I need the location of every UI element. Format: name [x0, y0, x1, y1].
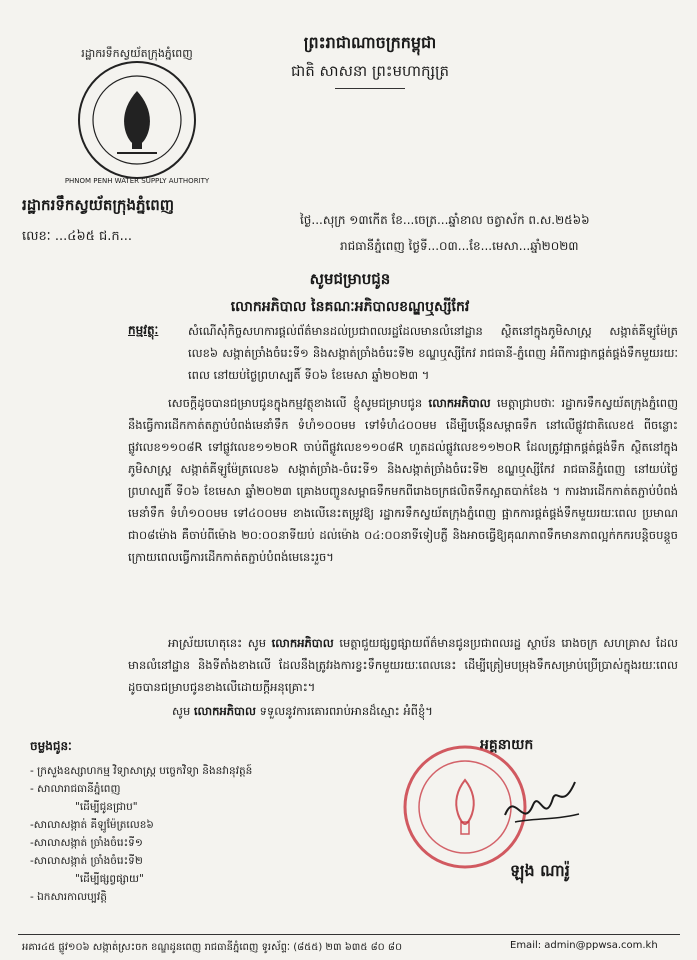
- closing-after: ទទួលនូវការគោរពរាប់អានដ៏ស្មោះ អំពីខ្ញុំ។: [259, 704, 433, 718]
- p2-text-after: មេត្តាជួយផ្សព្វផ្សាយព័ត៌មានជូនប្រជាពលរដ្ឋ ស្ថាប័ន រោងចក្រ សហគ្រាស ដែលមានលំនៅដ្ឋាន និងទីតាំងខាងលើ ដែលនឹងត្រូវរងការខ្វះទឹកមួយរយៈពេលនេះ ដើម្បីត្រៀមបម្រុងទឹកសម្រាប់ប្រើប្រាស់ក្នុងរយៈពេលដូចបានជម្រាបជូនខាងលើដោយក្តីអនុគ្រោះ។: [128, 636, 679, 694]
- p1-text-after: មេត្តាជ្រាបថាៈ រដ្ឋាករទឹកស្វយ័តក្រុងភ្នំពេញ នឹងធ្វើការដើកកាត់តភ្ជាប់បំពង់មេនាំទឹក ទំហំ១០០មម ទៅទំហំ៤០០មម ដើម្បីបង្កើនសម្ពាធទឹក នៅលើផ្លូវជាតិលេខ៥ ពីចន្លោះផ្លូវលេខ១១០៨R ទៅផ្លូវលេខ១១២០R ចាប់ពីផ្លូវលេខ១១០៨R ហួតដល់ផ្លូវលេខ១១២០R ដែលត្រូវផ្អាកផ្គត់ផ្គង់ទឹក ស្ថិតនៅក្នុងភូមិសាស្ត្រ សង្កាត់គីឡូម៉ែត្រលេខ៦ សង្កាត់ច្រាំង-ចំរេះទី១ និងសង្កាត់ច្រាំងចំរេះទី២ ខណ្ឌឬស្សីកែវ រាជធានីភ្នំពេញ នៅយប់ថ្ងៃព្រហស្បតិ៍ ទី០៦ ខែមេសា ឆ្នាំ២០២៣ គ្រោងបញ្ចូនសម្ពាធទឹកមកពីរោងចក្រផលិតទឹកស្អាតបាក់ខែង ។ ការងារដើកកាត់តភ្ជាប់បំពង់មេនាំទឹក ទំហំ១០០មម ទៅ៤០០មម ខាងលើនេះតម្រូវឱ្យ រដ្ឋាករទឹកស្វយ័តក្រុងភ្នំពេញ ផ្អាកការផ្គត់ផ្គង់ទឹកមួយរយៈពេល ប្រមាណជា០៨ម៉ោង គឺចាប់ពីម៉ោង ២០:០០នាទីយប់ ដល់ម៉ោង ០៤:០០នាទីទៀបភ្លឺ និងអាចធ្វើឱ្យគុណភាពទឹកមានភាពល្អក់កករបន្តិចបន្តួចក្រោយពេលធ្វើការដើកកាត់តភ្ជាប់បំពង់មេនេះរួច។: [128, 396, 679, 564]
- copy-item: - ក្រសួងឧស្សាហកម្ម វិទ្យាសាស្ត្រ បច្ចេកវិទ្យា និងនវានុវត្តន៍: [30, 765, 253, 777]
- addressee-name: លោកអភិបាល នៃគណៈអភិបាលខណ្ឌឬស្សីកែវ: [230, 299, 470, 315]
- copy-item: "ដើម្បីជូនជ្រាប": [75, 801, 138, 813]
- handwritten-signature: [495, 770, 585, 840]
- logo-text-top: រដ្ឋាករទឹកស្វយ័តក្រុងភ្នំពេញ: [81, 47, 193, 60]
- p1-text-before: សេចក្តីដូចបានជម្រាបជូនក្នុងកម្មវត្ថុខាងលើ ខ្ញុំសូមជម្រាបជូន: [168, 396, 423, 410]
- footer-divider: [18, 934, 680, 935]
- copy-item: - ឯកសារកាលប្បវត្តិ: [30, 891, 107, 903]
- handwritten-signature-icon: [495, 770, 585, 840]
- subject-label: កម្មវត្ថុៈ: [128, 323, 159, 337]
- addressee-salutation: សូមជម្រាបជូន: [309, 270, 391, 288]
- signatory-title: អគ្គនាយក: [480, 737, 534, 753]
- copy-item: -សាលាសង្កាត់ គីឡូម៉ែត្រលេខ៦: [30, 819, 154, 831]
- closing-before: សូម: [172, 704, 191, 718]
- body-paragraph-2: [128, 632, 678, 698]
- ppwsa-logo: [62, 45, 212, 195]
- copy-item: -សាលាសង្កាត់ ច្រាំងចំរេះទី២: [30, 855, 143, 867]
- body-paragraph-1: [128, 392, 678, 568]
- footer-address: អគារ៤៥ ផ្លូវ១០៦ សង្កាត់ស្រះចក ខណ្ឌដូនពេញ រាជធានីភ្នំពេញ ទូរស័ព្ទៈ (៨៥៥) ២៣ ៦៣៥ ៨០ ៨០: [22, 942, 403, 953]
- closing-line: [172, 700, 672, 722]
- ppwsa-emblem-logo-icon: [62, 45, 212, 195]
- lunar-date: ថ្ងៃ...សុក្រ ១៣កើត ខែ...ចេត្រ...ឆ្នាំខាល ចត្វាស័ក ព.ស.២៥៦៦: [300, 213, 590, 227]
- p2-addressee-bold: លោកអភិបាល: [271, 636, 334, 650]
- subject-text: សំណើសុំកិច្ចសហការផ្តល់ព័ត៌មានដល់ប្រជាពលរដ្ឋដែលមានលំនៅដ្ឋាន ស្ថិតនៅក្នុងភូមិសាស្ត្រ សង្កាត់គីឡូម៉ែត្រលេខ៦ សង្កាត់ច្រាំងចំរេះទី១ និងសង្កាត់ច្រាំងចំរេះទី២ ខណ្ឌឬស្សីកែវ រាជធានី-ភ្នំពេញ អំពីការផ្អាកផ្គត់ផ្គង់ទឹកមួយរយៈពេល នៅយប់ថ្ងៃព្រហស្បតិ៍ ទី០៦ ខែមេសា ឆ្នាំ២០២៣ ។: [188, 324, 678, 382]
- motto-divider: [335, 88, 405, 89]
- signatory-name: ឡុង ណារ៉ូ: [510, 861, 570, 880]
- solar-date: រាជធានីភ្នំពេញ ថ្ងៃទី...០៣...ខែ...មេសា...ឆ្នាំ២០២៣: [340, 239, 579, 253]
- copy-item: - សាលារាជធានីភ្នំពេញ: [30, 783, 121, 795]
- national-motto: ជាតិ សាសនា ព្រះមហាក្សត្រ: [290, 62, 450, 80]
- footer-email: Email: admin@ppwsa.com.kh: [510, 940, 658, 951]
- closing-addressee-bold: លោកអភិបាល: [193, 704, 256, 718]
- org-name: រដ្ឋាករទឹកស្វយ័តក្រុងភ្នំពេញ: [22, 196, 175, 214]
- reference-number: លេខៈ ...៤៦៥ ជ.ក...: [22, 229, 133, 244]
- logo-text-bottom: PHNOM PENH WATER SUPPLY AUTHORITY: [64, 177, 210, 185]
- kingdom-heading: ព្រះរាជាណាចក្រកម្ពុជា: [303, 33, 437, 52]
- copies-list: [30, 762, 252, 906]
- copies-heading: ចម្លងជូនៈ: [30, 739, 72, 753]
- copy-item: "ដើម្បីផ្សព្វផ្សាយ": [75, 873, 144, 885]
- copy-item: -សាលាសង្កាត់ ច្រាំងចំរេះទី១: [30, 837, 143, 849]
- p2-text-before: អាស្រ័យហេតុនេះ សូម: [168, 636, 267, 650]
- p1-addressee-bold: លោកអភិបាល: [428, 396, 491, 410]
